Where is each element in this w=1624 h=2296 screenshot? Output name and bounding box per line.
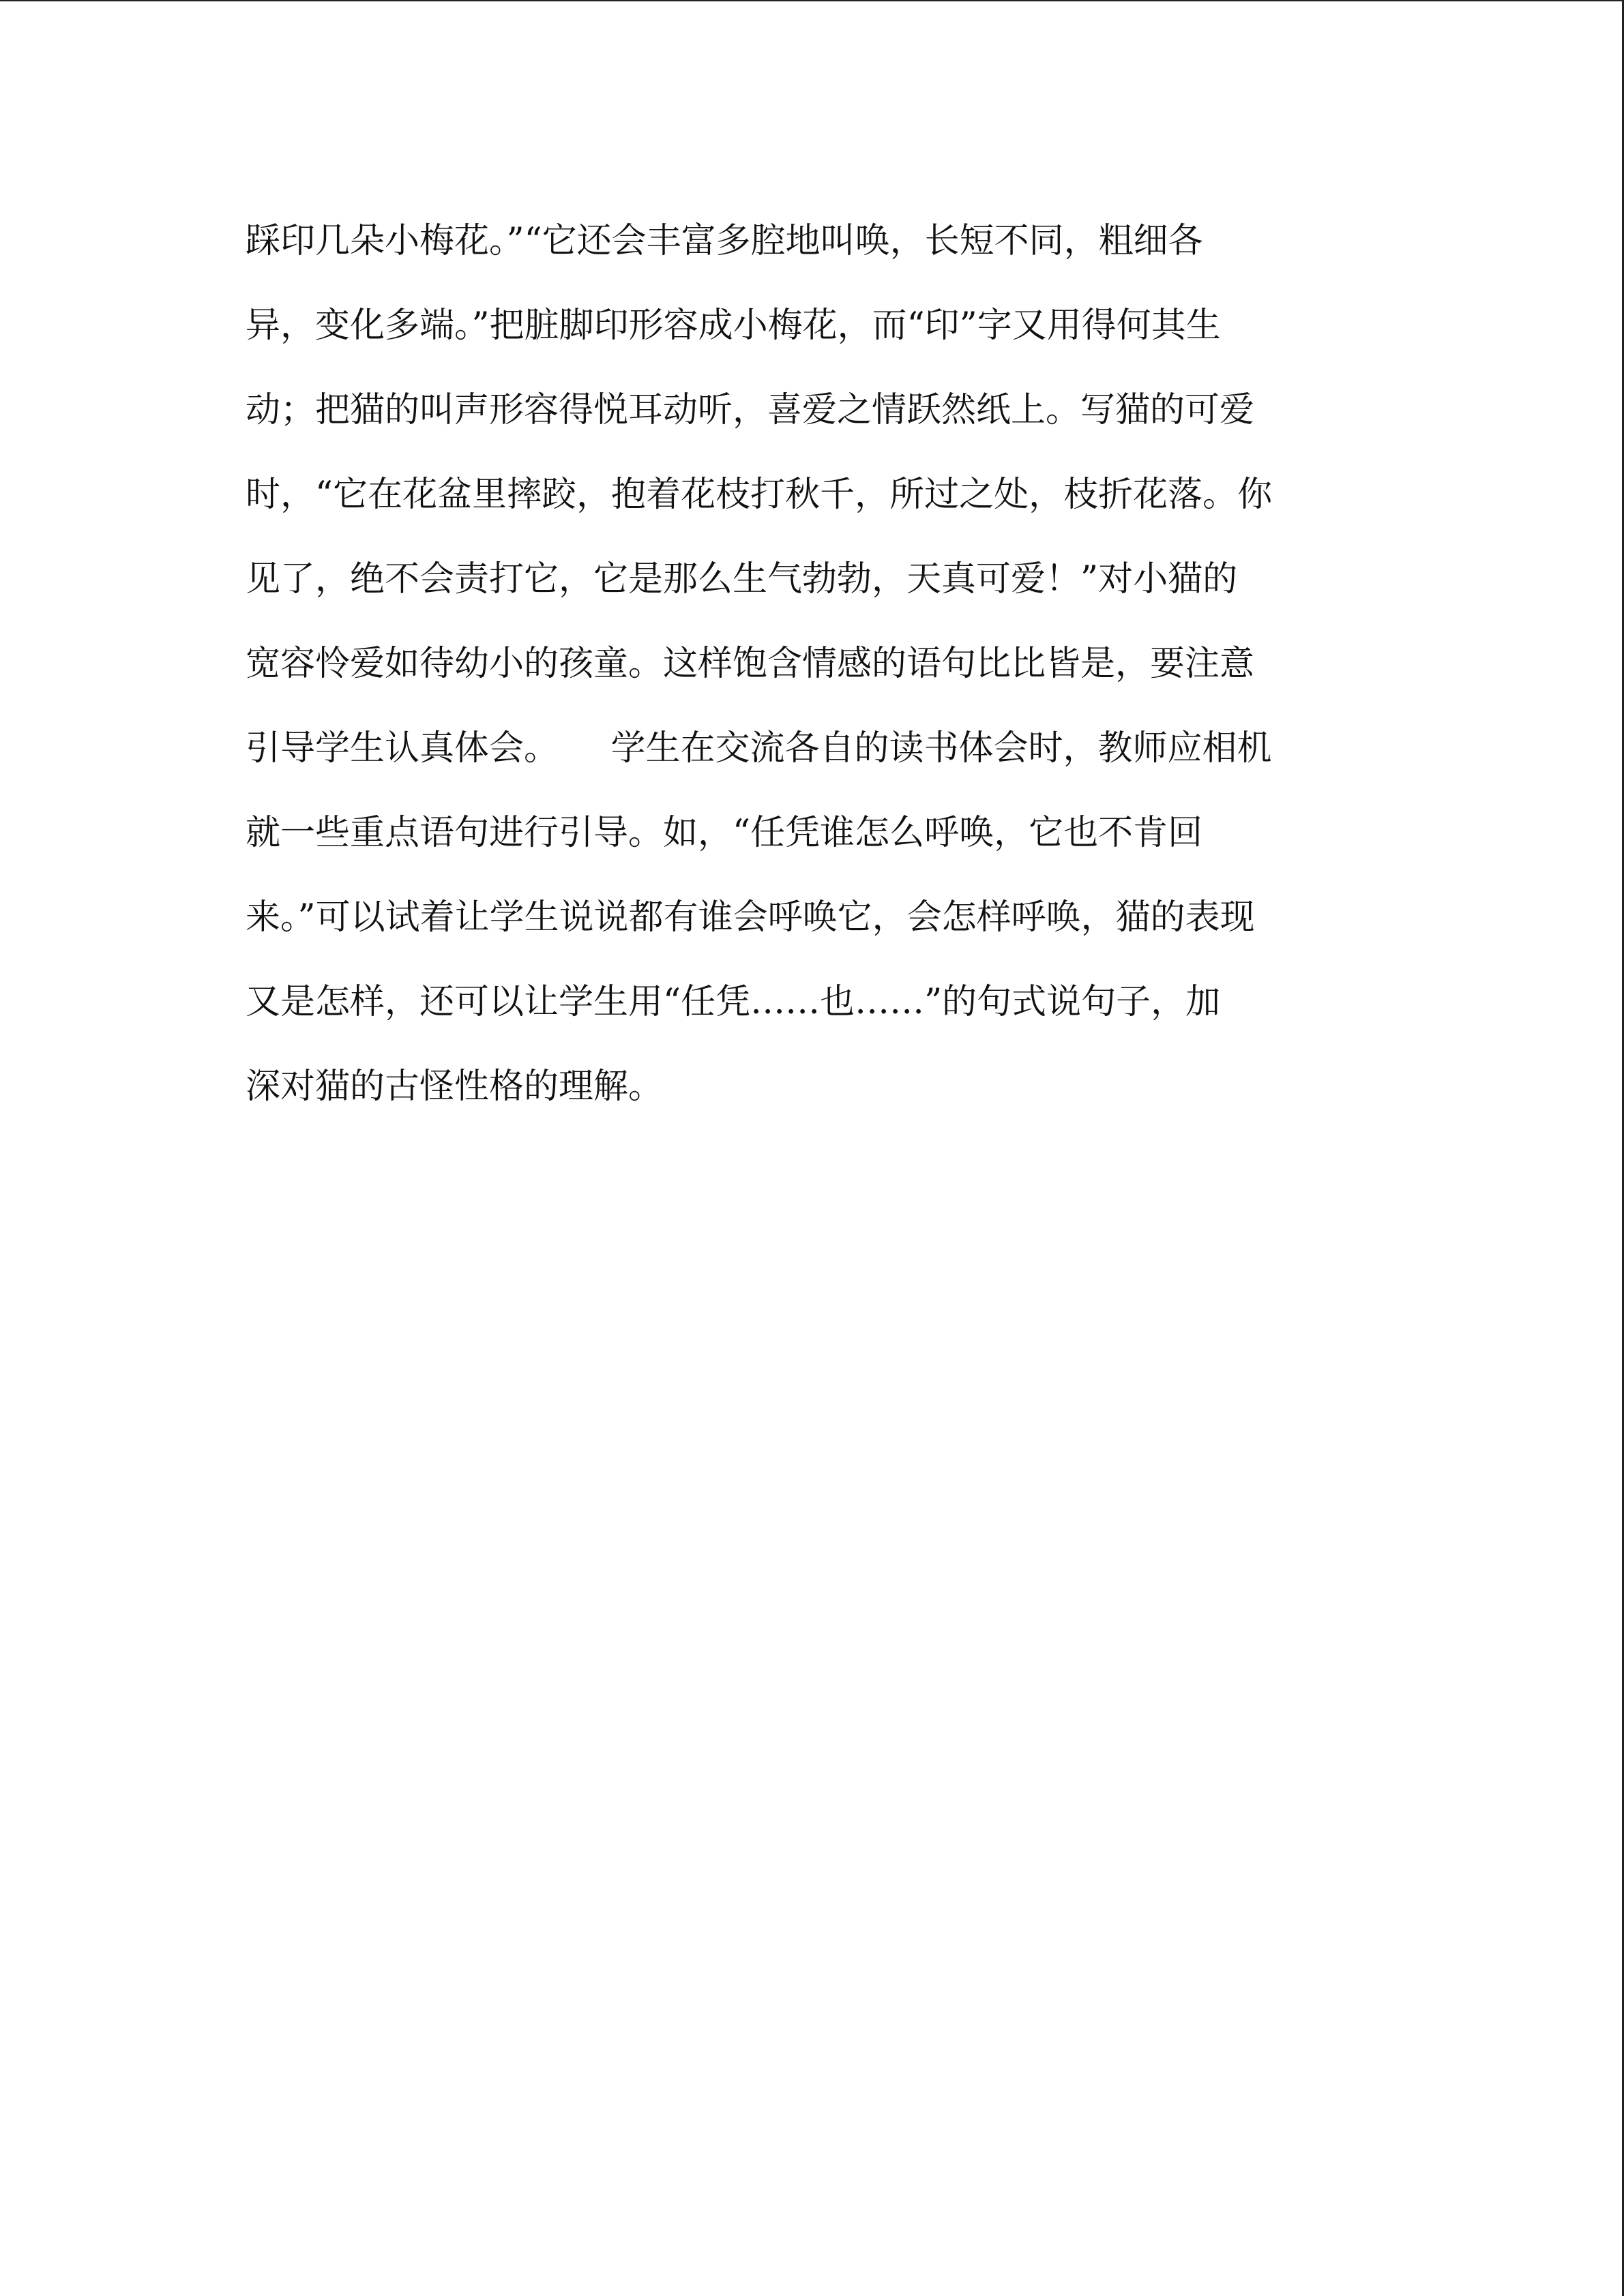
text-line: 异，变化多端。”把脏脚印形容成小梅花，而“印”字又用得何其生 [246, 305, 1221, 346]
text-line: 时，“它在花盆里摔跤，抱着花枝打秋千，所过之处，枝折花落。你 [246, 475, 1273, 515]
text-line: 踩印几朵小梅花。”“它还会丰富多腔地叫唤，长短不同，粗细各 [246, 221, 1203, 261]
text-line: 动；把猫的叫声形容得悦耳动听，喜爱之情跃然纸上。写猫的可爱 [246, 390, 1255, 430]
text-line: 深对猫的古怪性格的理解。 [246, 1067, 664, 1107]
text-line: 来。”可以试着让学生说说都有谁会呼唤它，会怎样呼唤，猫的表现 [246, 897, 1255, 938]
text-line: 引导学生认真体会。 学生在交流各自的读书体会时，教师应相机 [246, 728, 1272, 769]
text-line: 见了，绝不会责打它，它是那么生气勃勃，天真可爱！”对小猫的 [246, 559, 1238, 599]
text-line: 宽容怜爱如待幼小的孩童。这样饱含情感的语句比比皆是，要注意 [246, 644, 1255, 684]
text-line: 又是怎样，还可以让学生用“任凭……也……”的句式说句子，加 [246, 982, 1221, 1022]
body-paragraph [246, 199, 1398, 1129]
text-line: 就一些重点语句进行引导。如，“任凭谁怎么呼唤，它也不肯回 [246, 813, 1203, 853]
